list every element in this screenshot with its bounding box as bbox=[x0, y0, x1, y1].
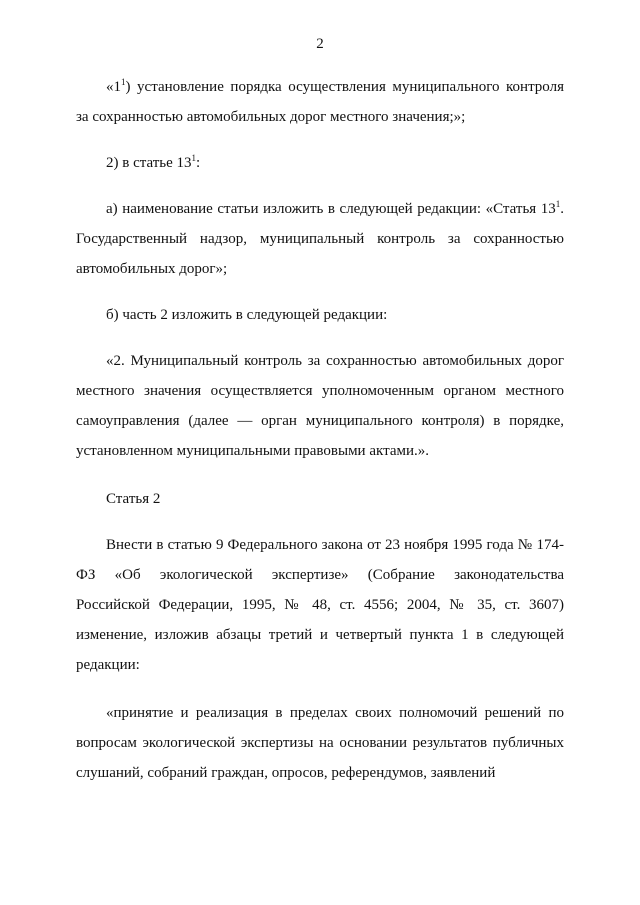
document-body bbox=[76, 72, 564, 788]
paragraph-text: а) наименование статьи изложить в следующей редакции: «Статья 13 bbox=[106, 201, 556, 217]
paragraph-article-2: Внести в статью 9 Федерального закона от 23 ноября 1995 года № 174-ФЗ «Об экологической экспертизе» (Собрание законодательства Российской Федерации, 1995, № 48, ст. 4556; 2004, № 35, ст. 3607) изменение, изложив абзацы третий и четвертый пункта 1 в следующей редакции: bbox=[76, 537, 564, 673]
paragraph-text: ) установление порядка осуществления муниципального контроля за сохранностью автомобильных дорог местного значения;»; bbox=[76, 79, 564, 125]
paragraph-quoted-text: «принятие и реализация в пределах своих полномочий решений по вопросам экологической экспертизы на основании результатов публичных слушаний, собраний граждан, опросов, референдумов, заявлений bbox=[76, 705, 564, 781]
paragraph-text: 2) в статье 13 bbox=[106, 155, 192, 171]
page-number: 2 bbox=[316, 36, 324, 52]
paragraph-amendment-1-1 bbox=[76, 72, 564, 132]
article-heading: Статья 2 bbox=[106, 491, 161, 507]
superscript: 1 bbox=[121, 77, 126, 87]
superscript: 1 bbox=[191, 153, 197, 163]
paragraph-text: : bbox=[196, 155, 201, 171]
paragraph-part-2-text: «2. Муниципальный контроль за сохранностью автомобильных дорог местного значения осуществляется уполномоченным органом местного самоуправления (далее — орган муниципального контроля) в порядке, установленном муниципальными правовыми актами.». bbox=[76, 353, 564, 459]
superscript: 1 bbox=[555, 199, 561, 209]
paragraph-item-2 bbox=[76, 148, 564, 178]
paragraph-open: «1 bbox=[106, 79, 121, 95]
paragraph-item-b: б) часть 2 изложить в следующей редакции: bbox=[106, 307, 388, 323]
paragraph-item-a bbox=[76, 194, 564, 284]
paragraph-text: . Государственный надзор, муниципальный контроль за сохранностью автомобильных дорог»; bbox=[76, 201, 564, 277]
